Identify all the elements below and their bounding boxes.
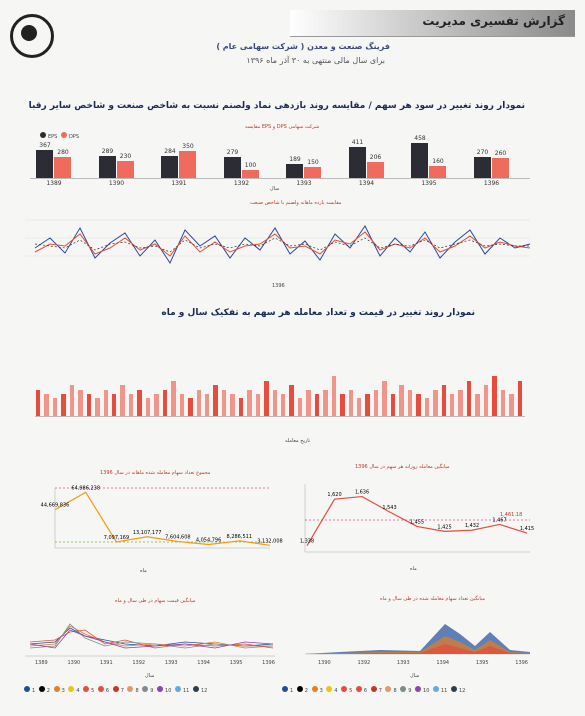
trade-count-bar [518,381,522,416]
trade-count-bar [289,385,293,416]
dps-legend-label: DPS [68,134,79,140]
return-chart-subtitle: مقایسه بازده ماهانه ولصنم با شاخص صنعت [250,200,342,206]
trade-count-bar [281,394,285,416]
dps-bar [179,151,196,178]
year-tick: 1390 [108,180,125,187]
year-tick: 1390 [67,660,81,666]
month-legend-item: 11 [173,688,191,694]
trade-count-bar [408,390,412,416]
eps-value-label: 279 [226,148,239,156]
trade-count-bar [247,390,251,416]
dps-value-label: 160 [432,157,444,165]
month-legend-item: 9 [140,688,155,694]
volume-value-label: 7,604,608 [165,534,191,541]
trade-count-bar [399,385,403,416]
price-value-label: 1,432 [464,523,480,530]
trade-count-bar [70,385,74,416]
dps-legend-swatch [61,132,67,138]
year-tick: 1394 [358,180,375,187]
trade-count-bar [95,398,99,416]
month-legend-item: 1 [22,688,37,694]
month-legend-item: 5 [339,688,354,694]
trade-count-bar [104,390,108,416]
month-legend-item: 6 [96,688,111,694]
dps-bar [367,162,384,178]
section2-title: نمودار روند تغییر در قیمت و تعداد معامله هر سهم به تفکیک سال و ماه [161,308,475,318]
trade-count-bar [273,390,277,416]
eps-value-label: 411 [351,138,364,146]
eps-value-label: 367 [39,142,51,150]
month-legend-item: 10 [413,688,431,694]
dps-value-label: 100 [244,162,257,170]
volume-area-title: میانگین تعداد سهام معامله شده در طی سال و ماه [380,596,486,602]
trade-count-bar [78,390,82,416]
year-tick: 1395 [229,660,243,666]
eps-bar [161,156,178,178]
price-lines-title: میانگین قیمت سهام در طی سال و ماه [115,598,196,604]
year-tick: 1395 [421,180,437,187]
year-tick: 1393 [296,180,312,187]
year-tick: 1393 [396,660,410,666]
dps-bar [429,166,446,178]
volume-value-label: 4,054,796 [195,537,222,544]
trade-count-bar [306,390,310,416]
price-value-label: 1,543 [382,504,397,511]
volume-value-label: 3,132,008 [257,538,283,545]
trade-count-bar [323,390,327,416]
month-legend-item: 12 [191,688,207,694]
volume-value-label: 8,286,511 [226,533,253,540]
year-tick: 1396 [483,180,500,187]
dps-bar [54,157,71,178]
volume-area-xlabel: سال [410,673,420,679]
return-year-label: 1396 [272,283,285,289]
eps-xlabel: سال [270,186,280,192]
dps-value-label: 206 [369,154,382,162]
trade-count-bar [450,394,454,416]
section1-title: نمودار روند تغییر در سود هر سهم / مقایسه روند بازدهی نماد ولصنم نسبت به شاخص صنعت و شاخص سایر رقبا [28,101,525,111]
year-tick: 1393 [164,660,178,666]
month-legend-item: 7 [369,688,384,694]
trade-count-bar [264,381,268,416]
trade-count-bar-chart [35,372,525,417]
trade-count-bar [154,394,158,416]
trade-count-bar [467,381,471,416]
trade-count-bar [501,390,505,416]
year-tick: 1392 [233,180,250,187]
dps-value-label: 150 [307,158,319,166]
volume-area-chart [300,604,535,662]
trade-count-bar [137,390,141,416]
trade-count-bar [492,376,496,416]
month-legend-item: 6 [354,688,369,694]
trade-count-bar [222,390,226,416]
price-value-label: 1,620 [327,492,342,499]
dps-value-label: 280 [57,148,69,156]
price-lines-years [35,660,275,666]
trade-count-bar [484,385,488,416]
trade-count-bar [475,394,479,416]
trade-count-bar [188,398,192,416]
volume-area-years [318,660,528,666]
eps-bar [224,157,241,178]
trade-count-bar [365,394,369,416]
month-legend-item: 11 [431,688,449,694]
trade-count-bar [61,394,65,416]
month-legend-item: 1 [280,688,295,694]
price-chart-title: میانگین معامله روزانه هر سهم در سال 1396 [355,464,450,470]
trade-count-bar [213,385,217,416]
trade-count-bar [382,381,386,416]
dps-bar [242,170,259,178]
trade-count-bar [87,394,91,416]
eps-value-label: 289 [101,148,114,156]
trade-count-bar [349,390,353,416]
month-legend-item: 2 [37,688,52,694]
month-legend-item: 8 [383,688,398,694]
monthly-volume-line-chart [30,478,283,568]
year-tick: 1389 [35,660,48,666]
price-value-label: 1,425 [437,524,452,531]
trade-count-bar [332,376,336,416]
trade-count-bar [357,398,361,416]
trade-count-bar [36,390,40,416]
dps-bar [117,161,134,178]
year-tick: 1395 [475,660,489,666]
year-tick: 1392 [132,660,146,666]
eps-bar [349,147,366,178]
volume-chart-title: مجموع تعداد سهام معامله شده ماهانه در سال 1396 [100,470,211,476]
volume-value-label: 44,669,836 [40,502,70,509]
trade-count-bar [230,394,234,416]
trade-count-bar [442,385,446,416]
year-tick: 1390 [318,660,331,666]
eps-value-label: 284 [164,148,176,156]
trade-count-bar [374,390,378,416]
price-value-label: 1,338 [299,538,315,545]
trade-count-bar [458,390,462,416]
price-value-label: 1,455 [409,519,425,526]
return-line-chart [25,208,535,280]
dps-bar [304,167,321,178]
eps-value-label: 189 [289,155,301,163]
year-tick: 1392 [357,660,371,666]
dps-bar [492,158,509,178]
month-legend-item: 9 [398,688,413,694]
month-legend-item: 12 [449,688,465,694]
price-value-label: 1,636 [354,489,370,496]
eps-legend [38,132,79,140]
trade-count-bar [120,385,124,416]
report-period: برای سال مالی منتهی به ۳۰ آذر ماه ۱۳۹۶ [246,56,385,65]
month-legend-left [22,686,207,694]
month-legend-item: 8 [125,688,140,694]
page-title: گزارش تفسیری مدیریت [422,14,565,28]
trade-count-bar [509,394,513,416]
price-value-label: 1,415 [519,526,535,533]
trade-count-bar [256,394,260,416]
trade-count-bar [180,394,184,416]
trade-count-bar [298,398,302,416]
price-lines-chart [25,606,280,664]
header-banner [290,10,575,37]
eps-bar [411,143,428,178]
dps-value-label: 230 [119,152,132,160]
month-legend-item: 7 [111,688,126,694]
dps-value-label: 350 [182,143,194,151]
eps-bar [36,150,53,178]
trade-count-bar [197,390,201,416]
volume-value-label: 64,986,238 [71,485,101,492]
year-tick: 1394 [436,660,450,666]
volume-xlabel: ماه [140,568,147,574]
dps-value-label: 260 [494,150,507,158]
trade-count-bar [205,394,209,416]
year-tick: 1396 [262,660,275,666]
month-legend-item: 3 [310,688,325,694]
eps-legend-swatch [40,132,46,138]
month-legend-item: 4 [324,688,339,694]
eps-chart-subtitle: مقایسه EPS و DPS شرکت سهامی [245,124,320,130]
trade-count-bar [112,394,116,416]
month-legend-right [280,686,465,694]
price-lines-xlabel: سال [145,673,155,679]
year-tick: 1396 [515,660,528,666]
trade-count-bar [340,394,344,416]
monthly-price-line-chart [295,474,535,566]
price-xlabel: ماه [410,566,417,572]
month-legend-item: 3 [52,688,67,694]
trade-count-bar [315,394,319,416]
eps-value-label: 458 [414,135,426,143]
eps-legend-label: EPS [48,134,58,140]
trade-count-bar [239,398,243,416]
price-ref-label: 1,461.18 [500,512,523,518]
trade-count-bar [433,390,437,416]
trade-count-bar [146,398,150,416]
year-tick: 1389 [46,180,62,187]
company-name: فرینگ صنعت و معدن ( شرکت سهامی عام ) [216,42,390,51]
month-legend-item: 5 [81,688,96,694]
company-logo [10,14,54,58]
month-legend-item: 4 [66,688,81,694]
trade-count-bar [425,398,429,416]
trade-count-bar [163,390,167,416]
trade-count-bar [171,381,175,416]
eps-bar [99,156,116,178]
trade-count-bar [129,394,133,416]
eps-bar [286,164,303,178]
trade-count-bar [44,394,48,416]
month-legend-item: 2 [295,688,310,694]
trade-count-bar [53,398,57,416]
volume-value-label: 13,107,177 [132,529,162,536]
year-tick: 1394 [197,660,210,666]
eps-bar [474,157,491,178]
trade-count-bar [416,394,420,416]
trade-count-bar [391,394,395,416]
month-legend-item: 10 [155,688,173,694]
price-value-label: 1,467 [492,517,507,524]
count-xlabel: تاریخ معامله [285,438,311,444]
eps-value-label: 270 [476,149,489,157]
volume-value-label: 7,097,169 [103,534,130,541]
year-tick: 1391 [99,660,113,666]
year-tick: 1391 [171,180,187,187]
